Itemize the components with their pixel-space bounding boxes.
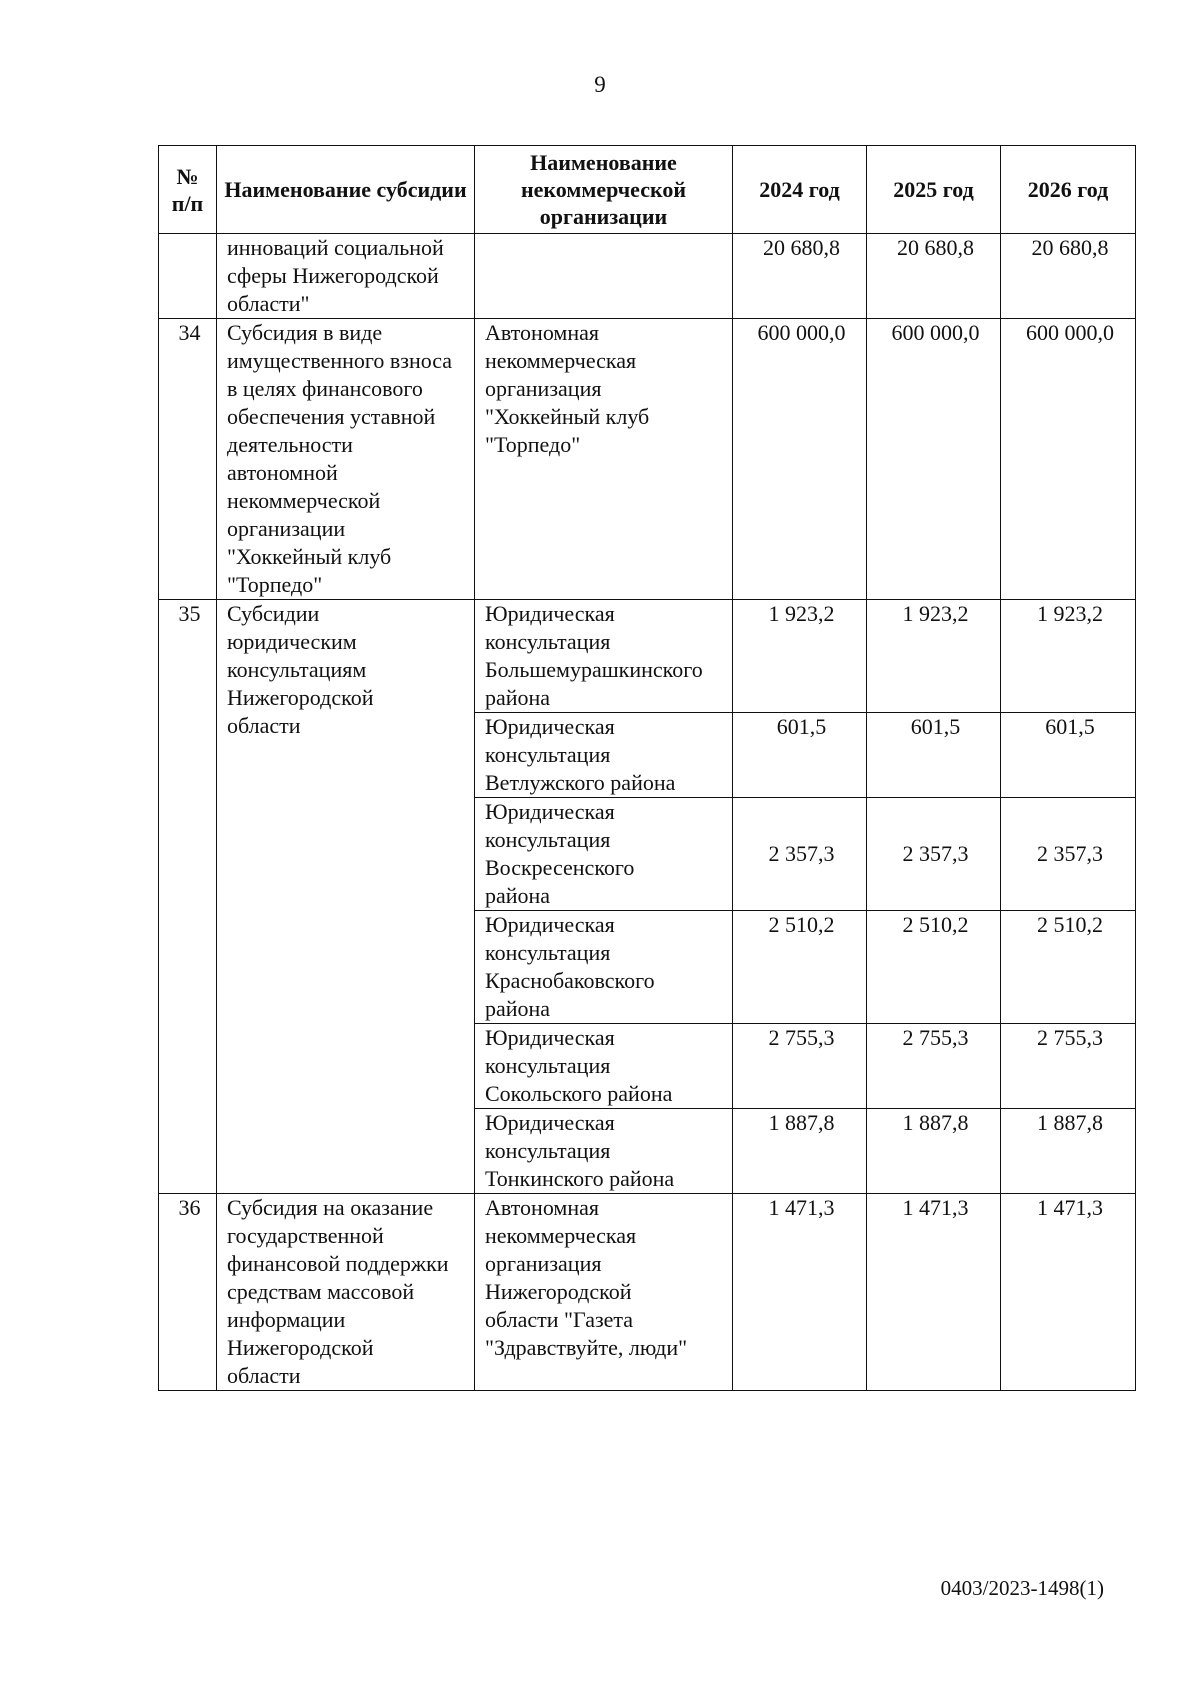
header-org: Наименование некоммерческой организации (475, 146, 733, 234)
value-2025: 1 471,3 (867, 1194, 1001, 1391)
org-name: Автономная некоммерческая организация Нижегородской области "Газета "Здравствуйте, люди" (475, 1194, 733, 1391)
header-2025: 2025 год (867, 146, 1001, 234)
value-2026: 1 887,8 (1001, 1109, 1136, 1194)
org-name: Юридическая консультация Краснобаковского района (475, 911, 733, 1024)
org-name: Автономная некоммерческая организация "Хоккейный клуб "Торпедо" (475, 319, 733, 600)
header-2024: 2024 год (733, 146, 867, 234)
value-2026: 2 755,3 (1001, 1024, 1136, 1109)
org-name: Юридическая консультация Тонкинского района (475, 1109, 733, 1194)
org-name: Юридическая консультация Сокольского района (475, 1024, 733, 1109)
value-2024: 1 471,3 (733, 1194, 867, 1391)
value-2025: 600 000,0 (867, 319, 1001, 600)
value-2024: 2 755,3 (733, 1024, 867, 1109)
row-num: 36 (159, 1194, 217, 1391)
table-header-row (159, 146, 1136, 234)
header-num: № п/п (159, 146, 217, 234)
value-2026: 2 510,2 (1001, 911, 1136, 1024)
subsidy-name: инноваций социальной сферы Нижегородской области" (217, 234, 475, 319)
value-2024: 2 510,2 (733, 911, 867, 1024)
header-subsidy: Наименование субсидии (217, 146, 475, 234)
value-2024: 601,5 (733, 713, 867, 798)
org-name (475, 234, 733, 319)
value-2026: 2 357,3 (1001, 798, 1136, 911)
table-row (159, 319, 1136, 600)
value-2026: 600 000,0 (1001, 319, 1136, 600)
org-name: Юридическая консультация Воскресенского района (475, 798, 733, 911)
value-2024: 20 680,8 (733, 234, 867, 319)
value-2026: 601,5 (1001, 713, 1136, 798)
table-row (159, 234, 1136, 319)
value-2025: 2 357,3 (867, 798, 1001, 911)
subsidy-name: Субсидии юридическим консультациям Нижегородской области (217, 600, 475, 1194)
row-num: 34 (159, 319, 217, 600)
value-2025: 1 887,8 (867, 1109, 1001, 1194)
org-name: Юридическая консультация Ветлужского района (475, 713, 733, 798)
value-2024: 1 887,8 (733, 1109, 867, 1194)
value-2025: 1 923,2 (867, 600, 1001, 713)
value-2026: 1 923,2 (1001, 600, 1136, 713)
value-2024: 2 357,3 (733, 798, 867, 911)
value-2024: 1 923,2 (733, 600, 867, 713)
value-2025: 20 680,8 (867, 234, 1001, 319)
value-2026: 20 680,8 (1001, 234, 1136, 319)
subsidy-name: Субсидия в виде имущественного взноса в целях финансового обеспечения уставной деятельности автономной некоммерческой организации "Хоккейный клуб "Торпедо" (217, 319, 475, 600)
subsidy-name: Субсидия на оказание государственной финансовой поддержки средствам массовой информации Нижегородской области (217, 1194, 475, 1391)
row-num (159, 234, 217, 319)
page-number: 9 (594, 72, 606, 97)
value-2025: 2 510,2 (867, 911, 1001, 1024)
value-2024: 600 000,0 (733, 319, 867, 600)
table-row (159, 600, 1136, 713)
subsidy-table (158, 145, 1136, 1391)
row-num: 35 (159, 600, 217, 1194)
table-row (159, 1194, 1136, 1391)
document-code: 0403/2023-1498(1) (940, 1576, 1104, 1600)
value-2025: 2 755,3 (867, 1024, 1001, 1109)
header-2026: 2026 год (1001, 146, 1136, 234)
value-2026: 1 471,3 (1001, 1194, 1136, 1391)
org-name: Юридическая консультация Большемурашкинского района (475, 600, 733, 713)
value-2025: 601,5 (867, 713, 1001, 798)
